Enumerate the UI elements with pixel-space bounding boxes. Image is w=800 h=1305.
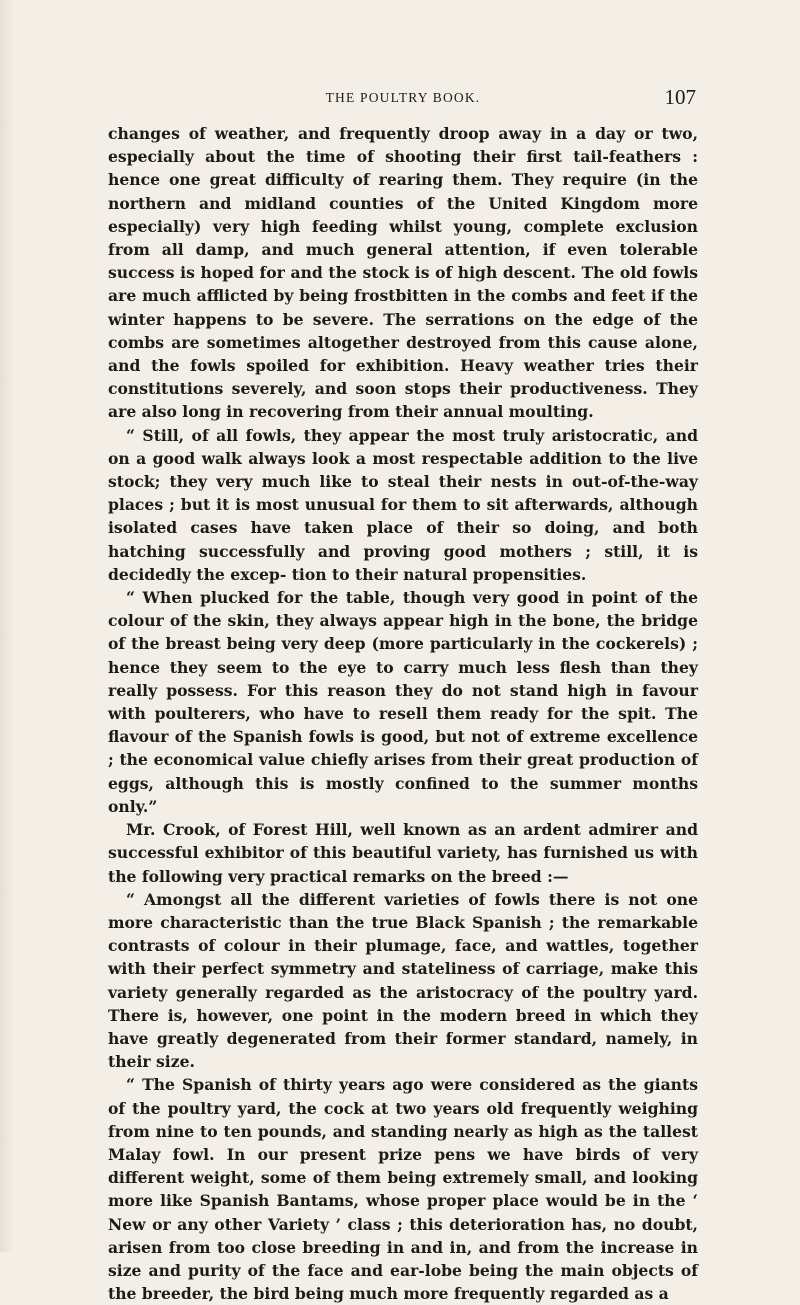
running-title: THE POULTRY BOOK. xyxy=(325,90,481,105)
body-text xyxy=(108,122,698,1305)
paragraph: “ When plucked for the table, though very good in point of the colour of the skin, they always appear high in the bone, the bridge of the breast being very deep (more particularly in the cockerels) ; hence they seem to the eye to carry much less flesh than they really possess. For this reason they do not stand high in favour with poulterers, who have to resell them ready for the spit. The flavour of the Spanish fowls is good, but not of extreme excellence ; the economical value chiefly arises from their great production of eggs, although this is mostly confined to the summer months only.” xyxy=(108,588,698,816)
page-number: 107 xyxy=(664,85,696,109)
paragraph: “ The Spanish of thirty years ago were considered as the giants of the poultry yard, the cock at two years old frequently weighing from nine to ten pounds, and standing nearly as high as the tallest Malay fowl. In our present prize pens we have birds of very different weight, some of them being extremely small, and looking more like Spanish Bantams, whose proper place would be in the ‘ New or any other Variety ’ class ; this deterioration has, no doubt, arisen from too close breeding in and in, and from the increase in size and purity of the face and ear-lobe being the main objects of the breeder, the bird being much more frequently regarded as a xyxy=(108,1075,698,1304)
running-header xyxy=(110,85,696,112)
page-shadow xyxy=(0,0,14,1252)
paragraph: “ Amongst all the different varieties of fowls there is not one more characteristic than the true Black Spanish ; the remarkable contrasts of colour in their plumage, face, and wattles, together with their perfect symmetry and stateliness of carriage, make this variety generally regarded as the aristocracy of the poultry yard. There is, however, one point in the modern breed in which they have greatly degenerated from their former standard, namely, in their size. xyxy=(108,889,698,1072)
paragraph: Mr. Crook, of Forest Hill, well known as an ardent admirer and successful exhibitor of this beautiful variety, has furnished us with the following very practical remarks on the breed :— xyxy=(108,820,698,886)
paragraph: “ Still, of all fowls, they appear the most truly aristocratic, and on a good walk always look a most respectable addition to the live stock; they very much like to steal their nests in out-of-the-way places ; but it is most unusual for them to sit afterwards, although isolated cases have taken place of their so doing, and both hatching successfully and proving good mothers ; still, it is decidedly the excep- tion to their natural propensities. xyxy=(108,425,698,584)
paragraph: changes of weather, and frequently droop away in a day or two, especially about the time of shooting their first tail-feathers : hence one great difficulty of rearing them. They require (in the northern and midland counties of the United Kingdom more especially) very high feeding whilst young, complete exclusion from all damp, and much general attention, if even tolerable success is hoped for and the stock is of high descent. The old fowls are much afflicted by being frostbitten in the combs and feet if the winter happens to be severe. The serrations on the edge of the combs are sometimes altogether destroyed from this cause alone, and the fowls spoiled for exhibition. Heavy weather tries their constitutions severely, and soon stops their productiveness. They are also long in recovering from their annual moulting. xyxy=(108,124,698,422)
